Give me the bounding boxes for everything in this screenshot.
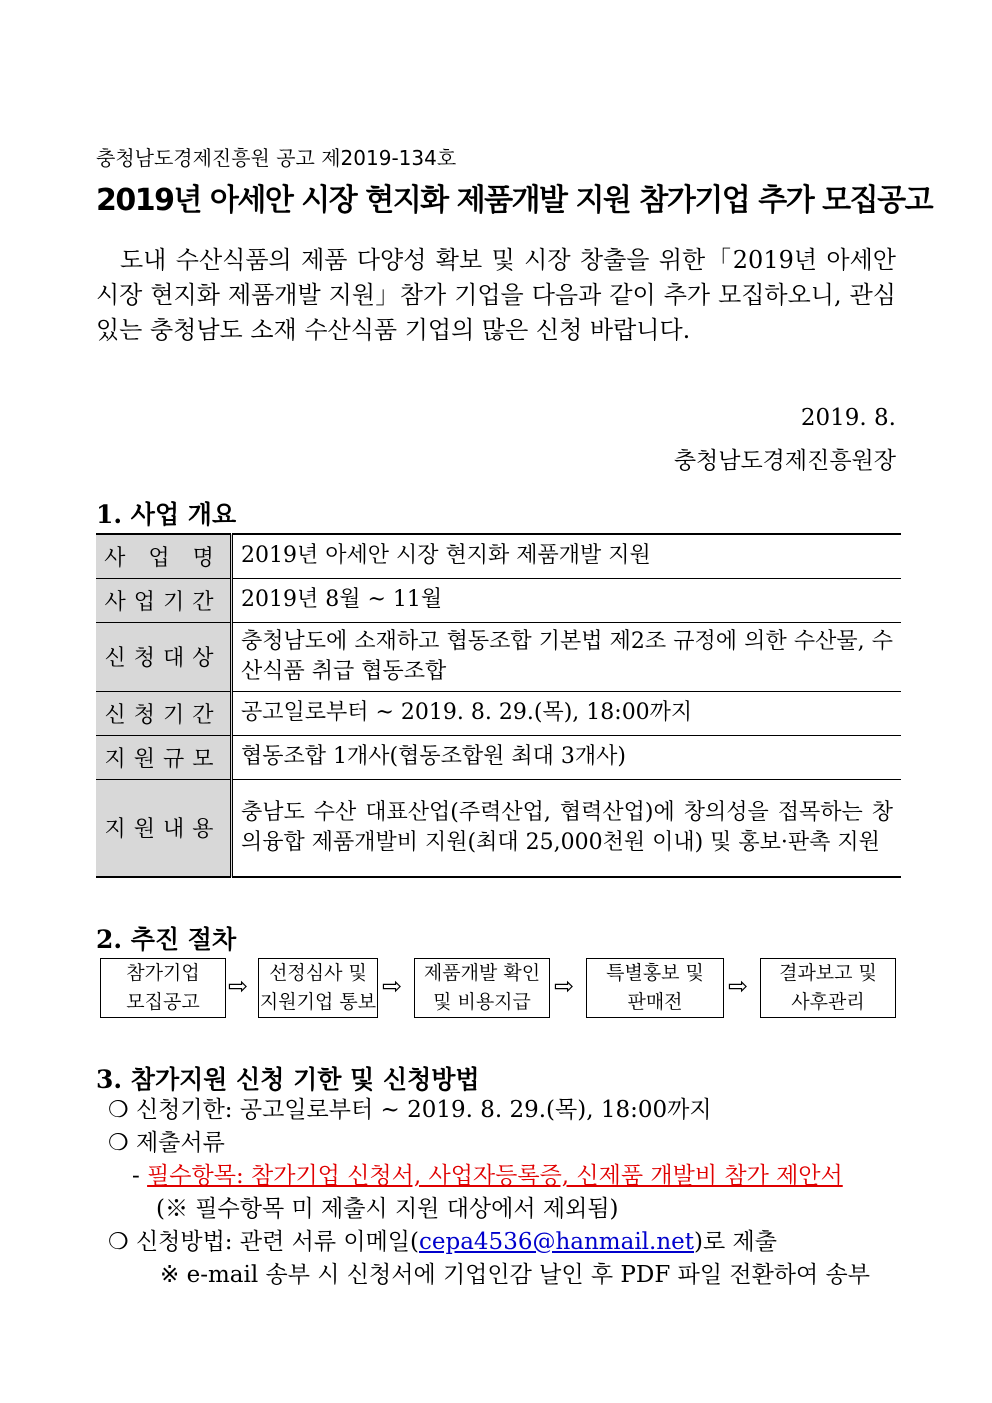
row-value: 2019년 아세안 시장 현지화 제품개발 지원 (232, 534, 902, 578)
bullet-circle-icon: ❍ (108, 1097, 129, 1123)
arrow-right-icon: ⇨ (554, 972, 575, 1000)
bullet-circle-icon: ❍ (108, 1229, 129, 1255)
intro-paragraph: 도내 수산식품의 제품 다양성 확보 및 시장 창출을 위한「2019년 아세안 시장 현지화 제품개발 지원」참가 기업을 다음과 같이 추가 모집하오니, 관심있는 충청남도 소재 수산식품 기업의 많은 신청 바랍니다. (96, 246, 896, 344)
page-title: 2019년 아세안 시장 현지화 제품개발 지원 참가기업 추가 모집공고 (96, 183, 933, 218)
step-line2: 및 비용지급 (433, 991, 531, 1013)
arrow-right-icon: ⇨ (228, 972, 249, 1000)
row-value: 공고일로부터 ~ 2019. 8. 29.(목), 18:00까지 (232, 691, 902, 735)
section1-heading: 1. 사업 개요 (96, 500, 237, 529)
row-label: 지원내용 (96, 779, 232, 877)
overview-table (96, 533, 901, 878)
issuer: 충청남도경제진흥원장 (673, 448, 896, 474)
step-box (100, 958, 226, 1018)
table-row (96, 691, 901, 735)
section2-heading: 2. 추진 절차 (96, 925, 237, 954)
email-note: ※ e-mail 송부 시 신청서에 기업인감 날인 후 PDF 파일 전환하여 송부 (160, 1262, 870, 1288)
required-documents: 필수항목: 참가기업 신청서, 사업자등록증, 신제품 개발비 참가 제안서 (147, 1163, 843, 1189)
dash: - (132, 1163, 140, 1189)
required-item (132, 1160, 843, 1193)
row-value: 충남도 수산 대표산업(주력산업, 협력산업)에 창의성을 접목하는 창의융합 제품개발비 지원(최대 25,000천원 이내) 및 홍보·판촉 지원 (232, 779, 902, 877)
step-box (760, 958, 896, 1018)
row-label: 지원규모 (96, 735, 232, 779)
method-item (108, 1226, 777, 1259)
step-line2: 모집공고 (126, 991, 200, 1013)
step-line1: 제품개발 확인 (423, 962, 541, 984)
deadline-text: 신청기한: 공고일로부터 ~ 2019. 8. 29.(목), 18:00까지 (135, 1097, 712, 1123)
table-row (96, 779, 901, 877)
row-value: 2019년 8월 ~ 11월 (232, 578, 902, 622)
documents-item (108, 1127, 225, 1160)
method-prefix: 신청방법: 관련 서류 이메일( (135, 1229, 419, 1255)
row-label: 신청기간 (96, 691, 232, 735)
table-row (96, 735, 901, 779)
email-link[interactable]: cepa4536@hanmail.net (419, 1229, 695, 1255)
step-box (414, 958, 550, 1018)
method-suffix: )로 제출 (694, 1229, 777, 1255)
step-box (586, 958, 724, 1018)
required-note: (※ 필수항목 미 제출시 지원 대상에서 제외됨) (156, 1196, 619, 1222)
bullet-circle-icon: ❍ (108, 1130, 129, 1156)
section3-heading: 3. 참가지원 신청 기한 및 신청방법 (96, 1065, 480, 1094)
process-flow (100, 958, 900, 1018)
row-value: 협동조합 1개사(협동조합원 최대 3개사) (232, 735, 902, 779)
step-line1: 참가기업 (126, 962, 200, 984)
notice-date: 2019. 8. (800, 405, 896, 431)
table-row (96, 534, 901, 578)
row-value: 충청남도에 소재하고 협동조합 기본법 제2조 규정에 의한 수산물, 수산식품 취급 협동조합 (232, 622, 902, 691)
table-row (96, 578, 901, 622)
step-line2: 지원기업 통보 (259, 991, 377, 1013)
arrow-right-icon: ⇨ (382, 972, 403, 1000)
step-line1: 선정심사 및 (269, 962, 367, 984)
row-label: 신청대상 (96, 622, 232, 691)
row-label: 사업기간 (96, 578, 232, 622)
arrow-right-icon: ⇨ (728, 972, 749, 1000)
table-row (96, 622, 901, 691)
row-label: 사 업 명 (96, 534, 232, 578)
deadline-item (108, 1094, 712, 1127)
documents-text: 제출서류 (135, 1130, 225, 1156)
notice-number: 충청남도경제진흥원 공고 제2019-134호 (96, 146, 457, 170)
step-line2: 판매전 (627, 991, 683, 1013)
step-line2: 사후관리 (791, 991, 865, 1013)
step-line1: 특별홍보 및 (606, 962, 704, 984)
step-line1: 결과보고 및 (779, 962, 877, 984)
step-box (258, 958, 378, 1018)
